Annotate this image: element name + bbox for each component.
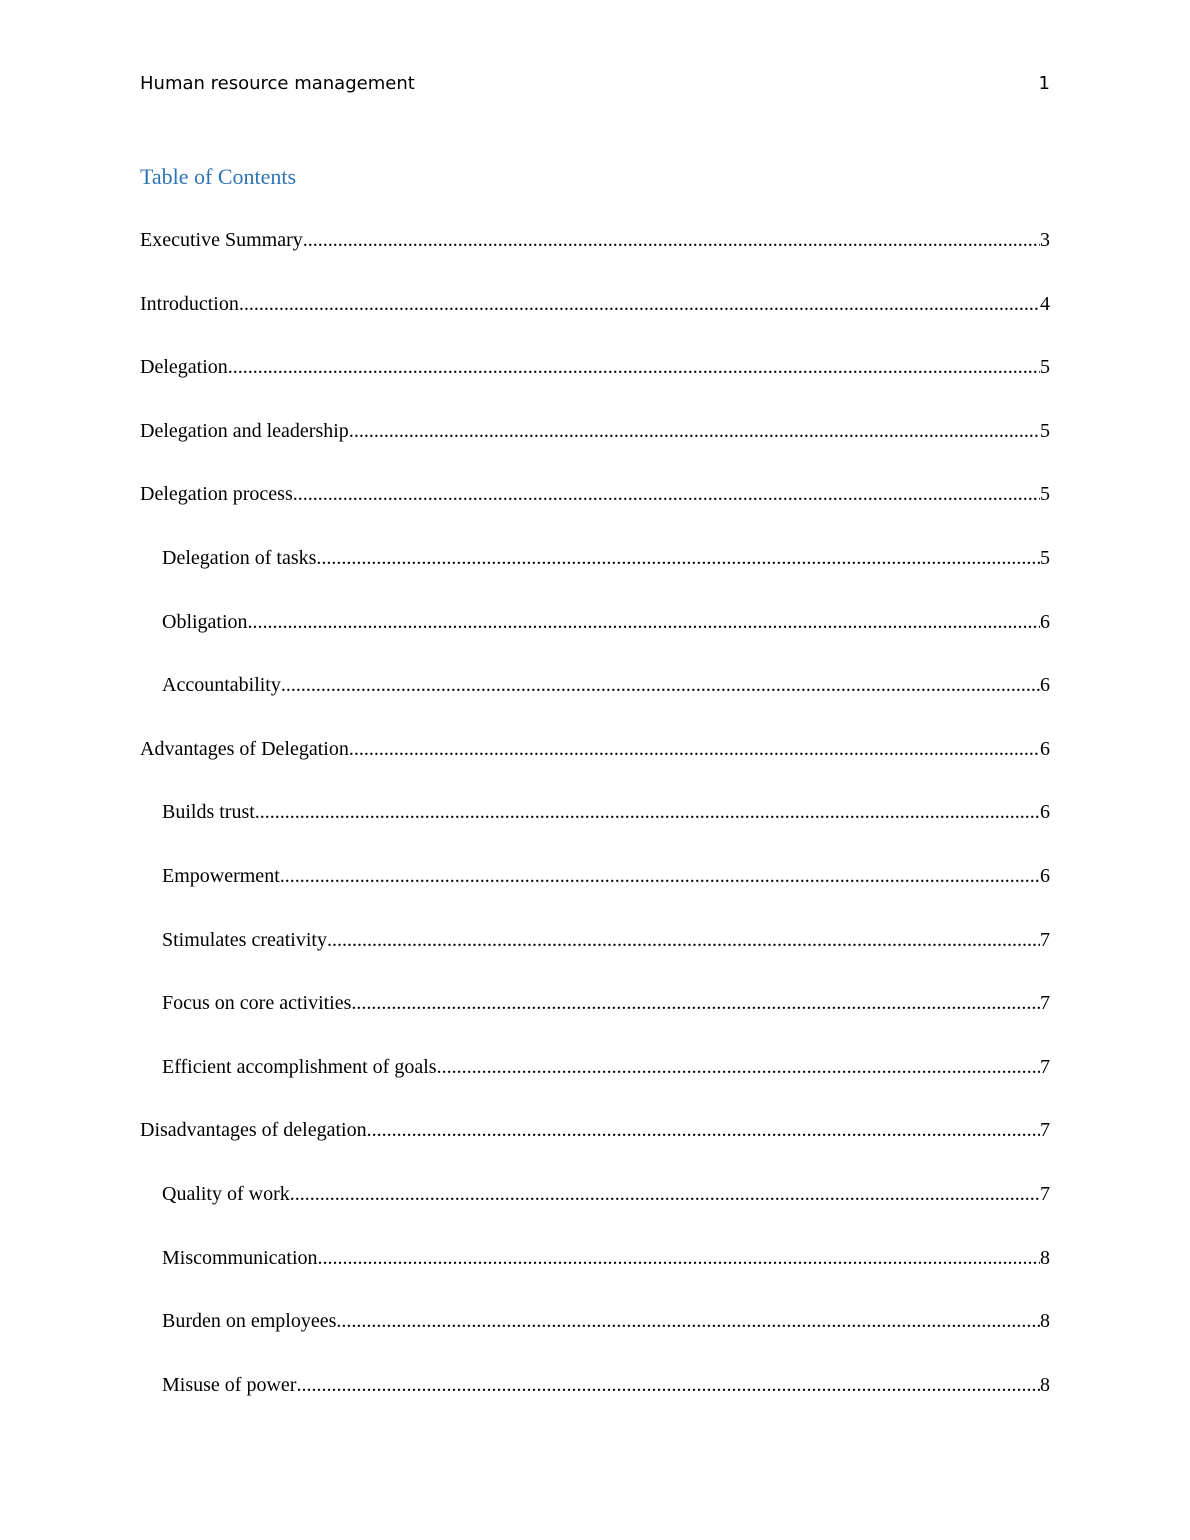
dot-leader <box>351 989 1040 1017</box>
toc-entry-obligation[interactable] <box>140 608 1050 672</box>
toc-entry-page: 6 <box>1040 610 1050 633</box>
toc-entry-label: Delegation and leadership <box>140 419 349 442</box>
toc-entry-label: Burden on employees <box>162 1310 337 1333</box>
toc-entry-page: 3 <box>1040 229 1050 251</box>
dot-leader <box>248 608 1040 636</box>
toc-entry-page: 7 <box>1040 992 1050 1015</box>
toc-heading: Table of Contents <box>140 164 297 189</box>
dot-leader <box>437 1053 1040 1081</box>
dot-leader <box>316 544 1040 572</box>
toc-entry-page: 8 <box>1040 1246 1050 1269</box>
toc-entry-label: Accountability <box>162 674 281 697</box>
toc-entry-executive-summary[interactable] <box>140 226 1050 290</box>
toc-entry-focus-on-core-activities[interactable] <box>140 989 1050 1053</box>
dot-leader <box>255 798 1040 826</box>
toc-entry-page: 6 <box>1040 737 1050 760</box>
toc-entry-page: 5 <box>1040 356 1050 379</box>
toc-entry-page: 5 <box>1040 483 1050 506</box>
dot-leader <box>303 226 1040 254</box>
toc-entry-label: Builds trust <box>162 801 255 824</box>
toc-entry-page: 7 <box>1040 928 1050 951</box>
toc-entry-delegation-of-tasks[interactable] <box>140 544 1050 608</box>
toc-entry-label: Delegation process <box>140 483 293 506</box>
page-header <box>140 72 1050 96</box>
toc-entry-accountability[interactable] <box>140 671 1050 735</box>
dot-leader <box>318 1244 1040 1272</box>
toc-entry-label: Introduction <box>140 292 239 315</box>
dot-leader <box>228 353 1040 381</box>
toc-entry-label: Empowerment <box>162 864 280 887</box>
toc-entry-label: Delegation of tasks <box>162 546 317 569</box>
toc-entry-label: Stimulates creativity <box>162 928 327 951</box>
dot-leader <box>349 417 1040 445</box>
toc-entry-efficient-accomplishment-of-goals[interactable] <box>140 1053 1050 1117</box>
toc-entry-label: Misuse of power <box>162 1373 297 1396</box>
toc-entry-page: 7 <box>1040 1055 1050 1078</box>
toc-entry-label: Obligation <box>162 610 248 633</box>
dot-leader <box>239 290 1040 318</box>
toc-entry-quality-of-work[interactable] <box>140 1180 1050 1244</box>
toc-entry-page: 4 <box>1040 292 1050 315</box>
dot-leader <box>296 1371 1040 1399</box>
toc-entry-label: Advantages of Delegation <box>140 737 349 760</box>
document-title: Human resource management <box>140 73 415 94</box>
toc-entry-page: 6 <box>1040 801 1050 824</box>
toc-entry-label: Focus on core activities <box>162 992 352 1015</box>
toc-entry-page: 7 <box>1040 1119 1050 1142</box>
toc-entry-empowerment[interactable] <box>140 862 1050 926</box>
toc-entry-advantages-of-delegation[interactable] <box>140 735 1050 799</box>
toc-entry-burden-on-employees[interactable] <box>140 1307 1050 1371</box>
toc-entry-label: Executive Summary <box>140 229 303 251</box>
dot-leader <box>327 926 1040 954</box>
toc-entry-label: Efficient accomplishment of goals <box>162 1055 437 1078</box>
toc-entry-disadvantages-of-delegation[interactable] <box>140 1116 1050 1180</box>
toc-entry-stimulates-creativity[interactable] <box>140 926 1050 990</box>
dot-leader <box>293 480 1040 508</box>
dot-leader <box>349 735 1040 763</box>
toc-entry-page: 8 <box>1040 1310 1050 1333</box>
dot-leader <box>336 1307 1040 1335</box>
toc-entry-page: 6 <box>1040 674 1050 697</box>
page-number: 1 <box>1038 73 1050 94</box>
toc-entry-delegation-process[interactable] <box>140 480 1050 544</box>
dot-leader <box>280 862 1040 890</box>
dot-leader <box>290 1180 1040 1208</box>
toc-entry-page: 7 <box>1040 1182 1050 1205</box>
toc-entry-delegation[interactable] <box>140 353 1050 417</box>
toc-entry-miscommunication[interactable] <box>140 1244 1050 1308</box>
dot-leader <box>367 1116 1040 1144</box>
dot-leader <box>281 671 1040 699</box>
toc-entry-page: 6 <box>1040 864 1050 887</box>
toc-entry-page: 5 <box>1040 419 1050 442</box>
toc-entry-misuse-of-power[interactable] <box>140 1371 1050 1435</box>
toc-entry-label: Disadvantages of delegation <box>140 1119 367 1142</box>
toc-entry-delegation-and-leadership[interactable] <box>140 417 1050 481</box>
toc-entry-introduction[interactable] <box>140 290 1050 354</box>
toc-entry-label: Delegation <box>140 356 228 379</box>
toc-entry-builds-trust[interactable] <box>140 798 1050 862</box>
toc-entry-page: 8 <box>1040 1373 1050 1396</box>
toc-entry-label: Miscommunication <box>162 1246 318 1269</box>
table-of-contents <box>140 226 1050 1434</box>
toc-entry-label: Quality of work <box>162 1182 290 1205</box>
toc-entry-page: 5 <box>1040 546 1050 569</box>
